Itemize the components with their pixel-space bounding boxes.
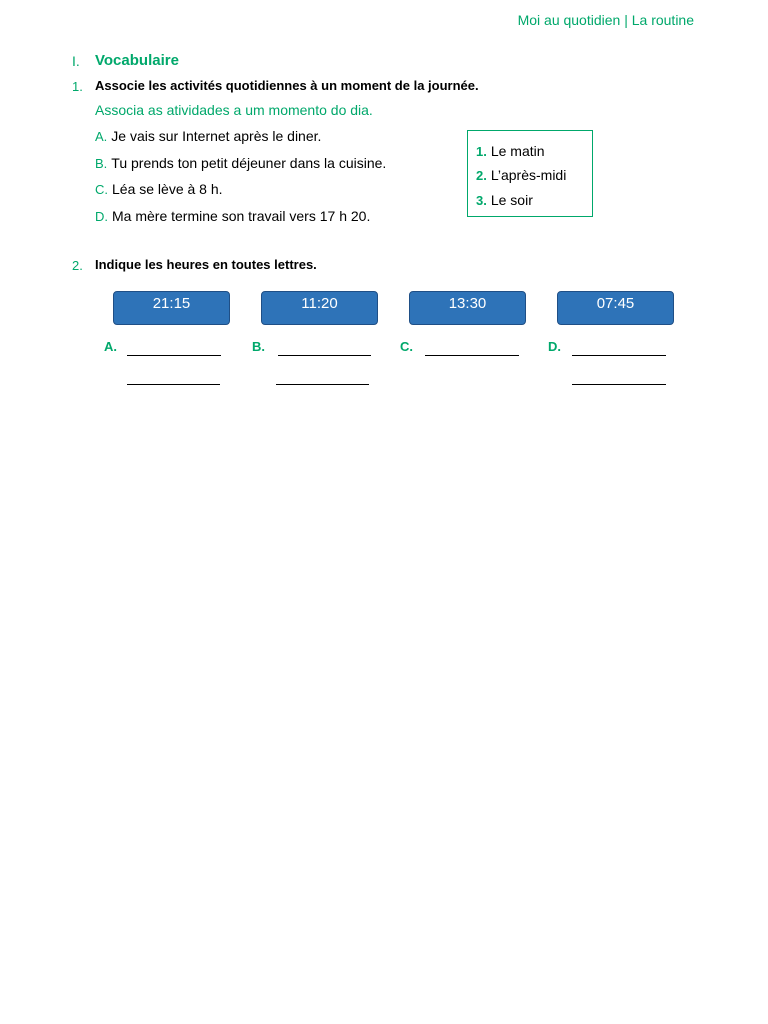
answer-letter-a: A. <box>104 339 117 354</box>
activity-item-b <box>95 155 386 171</box>
exercise-2-number: 2. <box>72 258 83 273</box>
time-box-b: 11:20 <box>261 291 378 325</box>
activity-letter: A. <box>95 129 108 144</box>
exercise-2-instruction: Indique les heures en toutes lettres. <box>95 257 317 272</box>
moment-number: 1. <box>476 144 487 159</box>
time-box-c: 13:30 <box>409 291 526 325</box>
moment-item-1 <box>476 143 545 159</box>
activity-letter: C. <box>95 182 108 197</box>
moment-label: Le matin <box>490 143 545 159</box>
answer-line-d-1[interactable] <box>572 355 666 356</box>
exercise-1-number: 1. <box>72 79 83 94</box>
answer-line-a-1[interactable] <box>127 355 221 356</box>
activity-text: Tu prends ton petit déjeuner dans la cuisine. <box>111 155 387 171</box>
answer-line-c-1[interactable] <box>425 355 519 356</box>
moment-label: L’après-midi <box>490 167 567 183</box>
moment-number: 2. <box>476 168 487 183</box>
answer-line-b-2[interactable] <box>276 384 369 385</box>
activity-letter: D. <box>95 209 108 224</box>
activity-letter: B. <box>95 156 108 171</box>
moment-item-3 <box>476 192 533 208</box>
answer-letter-d: D. <box>548 339 561 354</box>
activity-text: Je vais sur Internet après le diner. <box>111 128 322 144</box>
moment-number: 3. <box>476 193 487 208</box>
activity-item-d <box>95 208 370 224</box>
section-title: Vocabulaire <box>95 52 179 69</box>
exercise-1-translation: Associa as atividades a um momento do dia. <box>95 102 373 118</box>
section-number: I. <box>72 53 80 69</box>
time-box-d: 07:45 <box>557 291 674 325</box>
answer-line-d-2[interactable] <box>572 384 666 385</box>
page-header: Moi au quotidien | La routine <box>517 12 694 28</box>
activity-item-a <box>95 128 321 144</box>
answer-line-b-1[interactable] <box>278 355 371 356</box>
answer-letter-c: C. <box>400 339 413 354</box>
answer-line-a-2[interactable] <box>127 384 220 385</box>
activity-item-c <box>95 181 223 197</box>
activity-text: Ma mère termine son travail vers 17 h 20. <box>112 208 371 224</box>
moment-item-2 <box>476 167 566 183</box>
moment-label: Le soir <box>490 192 533 208</box>
answer-letter-b: B. <box>252 339 265 354</box>
exercise-1-instruction: Associe les activités quotidiennes à un moment de la journée. <box>95 78 479 93</box>
moments-box <box>467 130 593 217</box>
time-box-a: 21:15 <box>113 291 230 325</box>
activity-text: Léa se lève à 8 h. <box>112 181 223 197</box>
